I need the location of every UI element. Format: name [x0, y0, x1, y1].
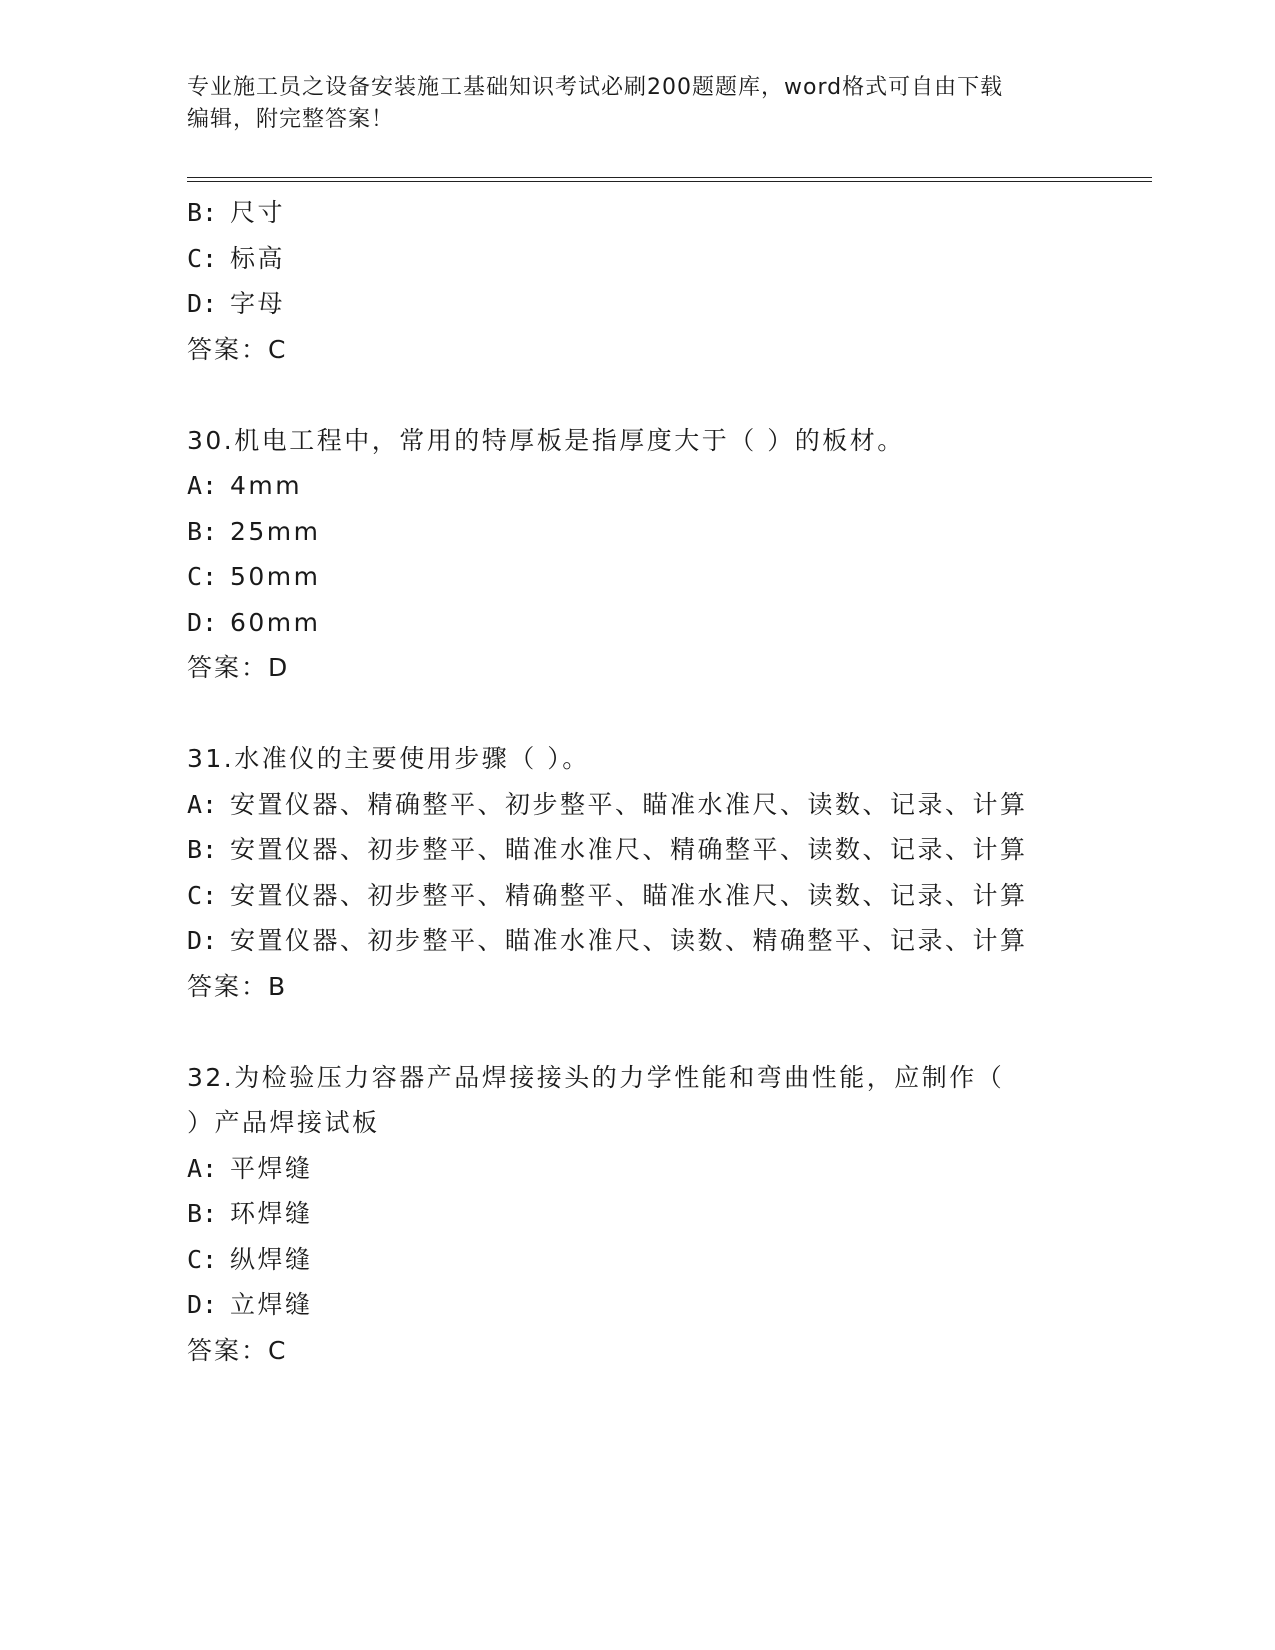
option-label: B:: [187, 198, 218, 227]
option-label: D:: [187, 1290, 218, 1319]
option-d: [187, 600, 1152, 646]
answer-line: 答案：D: [187, 653, 290, 682]
question-32: [187, 1055, 1152, 1374]
question-list: [187, 190, 1152, 1373]
option-text: 安置仪器、初步整平、瞄准水准尺、精确整平、读数、记录、计算: [230, 835, 1028, 864]
option-text: 立焊缝: [230, 1290, 313, 1319]
answer-line: 答案：C: [187, 1335, 288, 1365]
option-b: [187, 827, 1152, 873]
question-stem: 30.机电工程中，常用的特厚板是指厚度大于（ ）的板材。: [187, 425, 905, 455]
option-b: [187, 509, 1152, 555]
option-text: 4mm: [230, 471, 303, 500]
option-text: 60mm: [230, 607, 321, 637]
option-label: A:: [187, 789, 218, 819]
option-text: 安置仪器、初步整平、瞄准水准尺、读数、精确整平、记录、计算: [230, 926, 1028, 955]
option-text: 环焊缝: [230, 1199, 313, 1228]
option-label: D:: [187, 289, 218, 318]
option-text: 平焊缝: [230, 1153, 313, 1183]
question-30: [187, 418, 1152, 691]
option-text: 50mm: [230, 562, 321, 591]
option-c: [187, 1237, 1152, 1283]
option-label: A:: [187, 1153, 218, 1183]
option-a: [187, 1146, 1152, 1192]
option-label: C:: [187, 243, 218, 273]
option-label: A:: [187, 471, 218, 500]
option-a: [187, 782, 1152, 828]
header-divider-bottom: [187, 181, 1152, 182]
option-label: C:: [187, 562, 218, 591]
option-label: B:: [187, 1199, 218, 1228]
header-divider-top: [187, 177, 1152, 178]
option-label: D:: [187, 926, 218, 955]
option-a: [187, 463, 1152, 509]
header-line-2: 编辑，附完整答案！: [187, 107, 395, 132]
option-text: 纵焊缝: [230, 1244, 313, 1274]
option-b: [187, 190, 1152, 236]
option-text: 安置仪器、初步整平、精确整平、瞄准水准尺、读数、记录、计算: [230, 880, 1028, 910]
spacer: [187, 691, 1152, 737]
option-d: [187, 1282, 1152, 1328]
answer-line: 答案：B: [187, 971, 288, 1001]
question-stem: 31.水准仪的主要使用步骤（ ）。: [187, 744, 590, 773]
option-label: C:: [187, 1244, 218, 1274]
header-line-1: 专业施工员之设备安装施工基础知识考试必刷200题题库，word格式可自由下载: [187, 75, 1004, 100]
question-31: [187, 736, 1152, 1009]
question-stem-continued: ）产品焊接试板: [187, 1108, 380, 1137]
spacer: [187, 1009, 1152, 1055]
answer-line: 答案：C: [187, 334, 288, 364]
question-stem: 32.为检验压力容器产品焊接接头的力学性能和弯曲性能，应制作（: [187, 1062, 1005, 1092]
option-label: B:: [187, 516, 218, 546]
option-text: 安置仪器、精确整平、初步整平、瞄准水准尺、读数、记录、计算: [230, 789, 1028, 819]
option-label: D:: [187, 607, 218, 637]
option-c: [187, 873, 1152, 919]
option-text: 尺寸: [230, 198, 286, 227]
option-text: 字母: [230, 289, 286, 318]
option-c: [187, 236, 1152, 282]
option-text: 25mm: [230, 516, 321, 546]
document-header: [187, 72, 1087, 136]
option-d: [187, 918, 1152, 964]
option-label: C:: [187, 880, 218, 910]
spacer: [187, 372, 1152, 418]
option-text: 标高: [230, 243, 286, 273]
option-c: [187, 554, 1152, 600]
option-b: [187, 1191, 1152, 1237]
option-label: B:: [187, 835, 218, 864]
option-d: [187, 281, 1152, 327]
question-29-continued: [187, 190, 1152, 372]
